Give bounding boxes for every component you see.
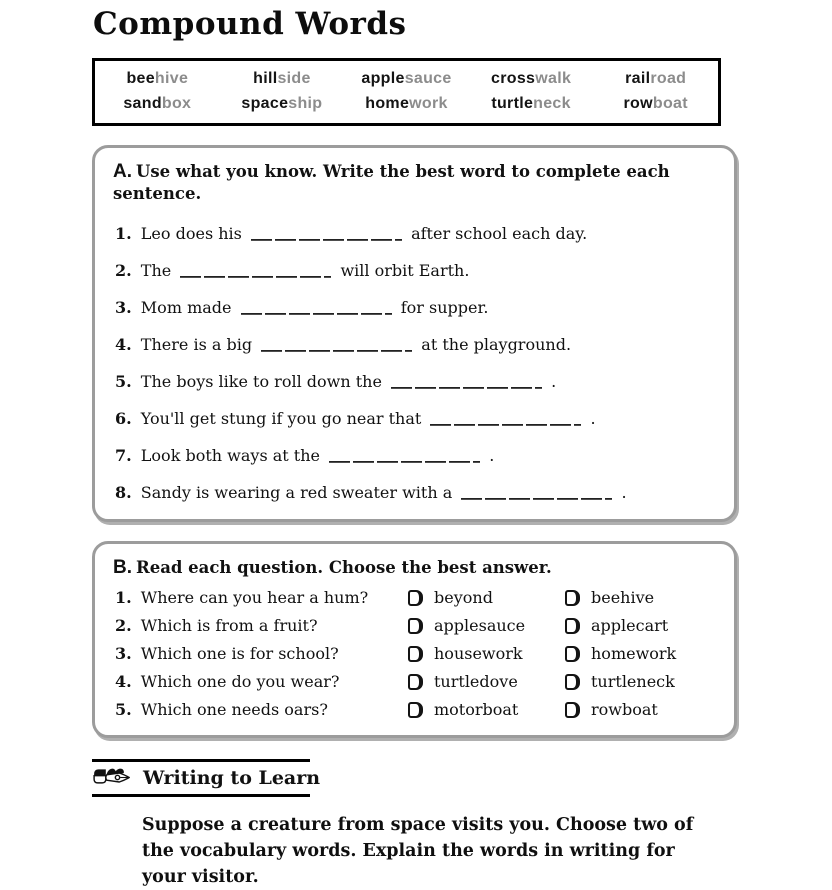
answer-option-label: applesauce — [434, 616, 526, 635]
page-title: Compound Words — [93, 6, 407, 42]
word-head: rail — [625, 70, 651, 87]
writing-to-learn-header — [92, 759, 321, 797]
word-head: sand — [123, 95, 162, 112]
sentence-number: 3. — [115, 298, 132, 317]
checkbox-icon[interactable] — [565, 674, 580, 690]
sentence-text-after: at the playground. — [421, 335, 572, 354]
word-tail: box — [161, 95, 192, 112]
answer-blank[interactable] — [261, 338, 412, 352]
section-a-header — [113, 161, 714, 205]
question-row — [115, 672, 714, 691]
answer-blank[interactable] — [391, 375, 542, 389]
word-tail: work — [409, 95, 448, 112]
worksheet-page — [92, 6, 740, 890]
word-head: cross — [491, 70, 536, 87]
question-row — [115, 588, 714, 607]
question-row — [115, 644, 714, 663]
checkbox-icon[interactable] — [565, 646, 580, 662]
sentence-text: You'll get stung if you go near that — [140, 409, 422, 428]
sentence-item — [115, 225, 714, 242]
word-tail: side — [277, 70, 311, 87]
question-number: 3. — [115, 644, 132, 663]
question-number: 5. — [115, 700, 132, 719]
question-text: 3. Which one is for school? — [115, 644, 339, 663]
answer-option[interactable] — [565, 700, 714, 719]
answer-option-label: housework — [434, 644, 523, 663]
sentence-number: 2. — [115, 261, 132, 280]
sentence-item — [115, 299, 714, 316]
question-number: 2. — [115, 616, 132, 635]
word-bank-item — [241, 95, 322, 113]
answer-option[interactable] — [565, 588, 714, 607]
sentence-item — [115, 336, 714, 353]
sentence-text-after: . — [551, 372, 557, 391]
word-head: row — [623, 95, 653, 112]
word-tail: ship — [288, 95, 323, 112]
word-tail: walk — [535, 70, 572, 87]
pen-glasses-icon — [92, 764, 134, 791]
checkbox-icon[interactable] — [565, 590, 580, 606]
sentence-text-after: . — [621, 483, 627, 502]
sentence-text-after: . — [590, 409, 596, 428]
checkbox-icon[interactable] — [408, 646, 423, 662]
answer-option[interactable] — [408, 644, 565, 663]
sentence-text: The — [140, 261, 172, 280]
word-bank-item — [123, 95, 191, 113]
sentence-text: Mom made — [140, 298, 232, 317]
word-bank-item — [491, 95, 570, 113]
answer-option-label: motorboat — [434, 700, 519, 719]
question-text: 2. Which is from a fruit? — [115, 616, 318, 635]
answer-blank[interactable] — [251, 227, 402, 241]
section-b-instructions: Read each question. Choose the best answer. — [136, 558, 552, 577]
sentence-item — [115, 447, 714, 464]
sentence-item — [115, 484, 714, 501]
question-number: 1. — [115, 588, 132, 607]
question-text: 4. Which one do you wear? — [115, 672, 340, 691]
question-text: 1. Where can you hear a hum? — [115, 588, 369, 607]
answer-option-label: beehive — [591, 588, 655, 607]
word-bank-item — [491, 70, 571, 88]
checkbox-icon[interactable] — [408, 618, 423, 634]
answer-blank[interactable] — [461, 486, 612, 500]
answer-option-label: rowboat — [591, 700, 658, 719]
section-a-letter: A. — [113, 161, 132, 182]
answer-option-label: beyond — [434, 588, 493, 607]
word-head: hill — [253, 70, 278, 87]
checkbox-icon[interactable] — [565, 702, 580, 718]
section-b — [92, 541, 737, 738]
sentence-text-after: after school each day. — [411, 224, 588, 243]
word-head: space — [241, 95, 289, 112]
sentence-number: 8. — [115, 483, 132, 502]
sentence-text: Look both ways at the — [140, 446, 320, 465]
word-bank-item — [624, 95, 688, 113]
answer-option[interactable] — [565, 616, 714, 635]
word-head: apple — [361, 70, 405, 87]
word-tail: road — [650, 70, 687, 87]
sentence-item — [115, 373, 714, 390]
question-number: 4. — [115, 672, 132, 691]
word-bank-item — [361, 70, 451, 88]
word-bank-item — [625, 70, 686, 88]
checkbox-icon[interactable] — [565, 618, 580, 634]
writing-prompt: Suppose a creature from space visits you. Choose two of the vocabulary words. Explain the words in writing for your visitor. — [142, 815, 694, 887]
sentence-number: 1. — [115, 224, 132, 243]
question-row — [115, 616, 714, 635]
question-text: 5. Which one needs oars? — [115, 700, 328, 719]
sentence-text-after: will orbit Earth. — [340, 261, 470, 280]
word-bank-item — [253, 70, 311, 88]
sentence-text-after: . — [489, 446, 495, 465]
answer-option[interactable] — [408, 700, 565, 719]
sentence-text: Leo does his — [140, 224, 242, 243]
word-tail: sauce — [404, 70, 452, 87]
word-head: home — [365, 95, 410, 112]
word-bank — [92, 58, 721, 126]
answer-option-label: applecart — [591, 616, 669, 635]
section-a — [92, 145, 737, 522]
sentence-text-after: for supper. — [400, 298, 489, 317]
word-tail: hive — [154, 70, 189, 87]
answer-blank[interactable] — [241, 301, 392, 315]
sentence-item — [115, 410, 714, 427]
section-a-instructions: Use what you know. Write the best word to complete each sentence. — [113, 162, 670, 203]
sentence-text: The boys like to roll down the — [140, 372, 382, 391]
word-bank-item — [126, 70, 188, 88]
sentence-number: 4. — [115, 335, 132, 354]
sentence-number: 7. — [115, 446, 132, 465]
answer-option[interactable] — [565, 672, 714, 691]
sentence-text: There is a big — [140, 335, 253, 354]
answer-option[interactable] — [565, 644, 714, 663]
word-tail: boat — [652, 95, 688, 112]
sentence-number: 5. — [115, 372, 132, 391]
answer-option-label: homework — [591, 644, 677, 663]
answer-option-label: turtleneck — [591, 672, 675, 691]
section-b-header — [113, 557, 714, 579]
checkbox-icon[interactable] — [408, 590, 423, 606]
sentence-text: Sandy is wearing a red sweater with a — [140, 483, 453, 502]
writing-to-learn-title: Writing to Learn — [143, 766, 321, 789]
answer-blank[interactable] — [180, 264, 331, 278]
sentence-number: 6. — [115, 409, 132, 428]
answer-option[interactable] — [408, 616, 565, 635]
answer-option[interactable] — [408, 672, 565, 691]
answer-option[interactable] — [408, 588, 565, 607]
word-bank-item — [365, 95, 447, 113]
word-head: turtle — [491, 95, 534, 112]
question-row — [115, 700, 714, 719]
word-head: bee — [126, 70, 155, 87]
section-b-letter: B. — [113, 557, 132, 578]
checkbox-icon[interactable] — [408, 674, 423, 690]
answer-blank[interactable] — [329, 449, 480, 463]
sentence-item — [115, 262, 714, 279]
word-tail: neck — [533, 95, 571, 112]
answer-blank[interactable] — [430, 412, 581, 426]
answer-option-label: turtledove — [434, 672, 518, 691]
checkbox-icon[interactable] — [408, 702, 423, 718]
